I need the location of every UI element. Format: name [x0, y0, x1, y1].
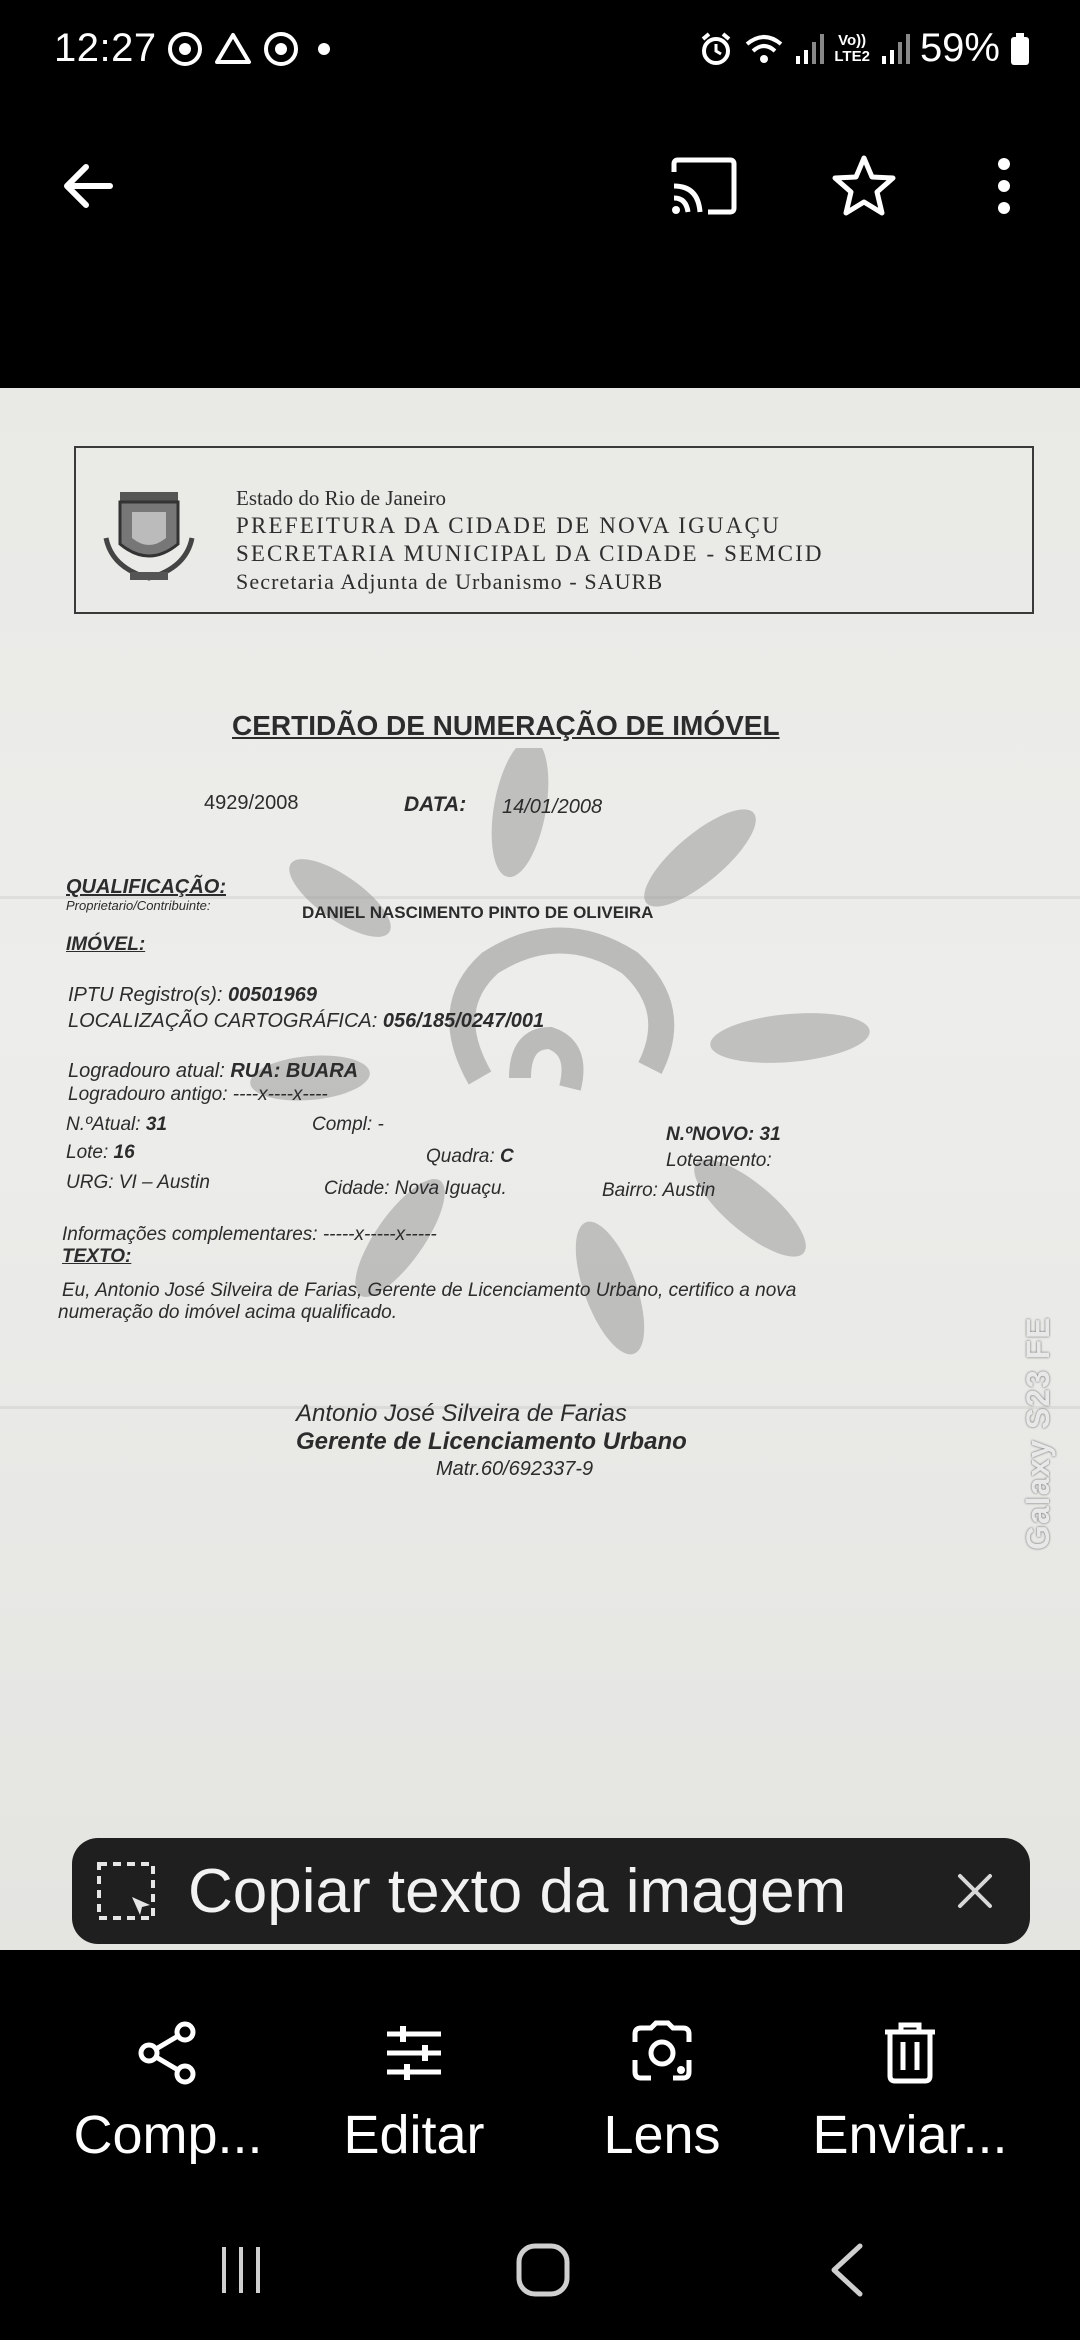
loteamento: Loteamento: — [666, 1150, 772, 1171]
n-atual-value: 31 — [145, 1114, 167, 1135]
copy-text-label: Copiar texto da imagem — [188, 1856, 847, 1926]
iptu-label: IPTU Registro(s): — [68, 984, 223, 1006]
recents-icon — [214, 2243, 268, 2297]
document — [0, 388, 1080, 1950]
status-time: 12:27 — [54, 26, 157, 70]
date-value: 14/01/2008 — [502, 796, 603, 818]
coat-of-arms-icon — [102, 488, 196, 584]
lote-row — [66, 1142, 135, 1164]
logradouro-antigo: Logradouro antigo: ----x----x---- — [68, 1084, 328, 1105]
n-atual-row — [66, 1114, 167, 1136]
lote-value: 16 — [113, 1142, 135, 1163]
texto-line-1: Eu, Antonio José Silveira de Farias, Gerente de Licenciamento Urbano, certifico a nova — [62, 1280, 797, 1301]
lote-label: Lote: — [66, 1142, 109, 1163]
logradouro-atual-value: RUA: BUARA — [230, 1060, 359, 1082]
share-icon — [135, 2020, 201, 2086]
recents-button[interactable] — [206, 2240, 276, 2300]
iptu-value: 00501969 — [228, 984, 318, 1006]
document-header — [74, 446, 1034, 614]
battery-icon — [1010, 32, 1030, 66]
bairro: Bairro: Austin — [602, 1180, 716, 1201]
camera-watermark: Galaxy S23 FE — [1020, 1316, 1056, 1550]
back-button[interactable] — [52, 150, 124, 222]
home-button[interactable] — [508, 2240, 578, 2300]
cast-button[interactable] — [668, 150, 740, 222]
trash-icon — [877, 2020, 943, 2086]
header-secretaria: SECRETARIA MUNICIPAL DA CIDADE - SEMCID — [236, 541, 824, 566]
bottom-action-bar — [0, 2010, 1080, 2190]
imovel-label: IMÓVEL: — [66, 934, 146, 955]
star-outline-icon — [831, 153, 897, 219]
logradouro-atual-label: Logradouro atual: — [68, 1060, 225, 1082]
more-vertical-icon — [994, 156, 1014, 216]
quadra-value: C — [499, 1146, 514, 1167]
lens-icon — [629, 2020, 695, 2086]
header-prefeitura: PREFEITURA DA CIDADE DE NOVA IGUAÇU — [236, 513, 781, 538]
signer-role: Gerente de Licenciamento Urbano — [296, 1428, 687, 1455]
viewer-toolbar — [0, 130, 1080, 240]
localizacao-value: 056/185/0247/001 — [382, 1010, 545, 1032]
alarm-icon — [698, 31, 734, 67]
cidade: Cidade: Nova Iguaçu. — [324, 1178, 507, 1199]
proprietario-value: DANIEL NASCIMENTO PINTO DE OLIVEIRA — [302, 903, 654, 922]
chrome-icon — [168, 32, 202, 66]
date-label: DATA: — [404, 793, 467, 816]
drive-icon — [214, 32, 252, 66]
proprietario-label: Proprietario/Contribuinte: — [66, 898, 211, 913]
more-options-button[interactable] — [968, 150, 1040, 222]
close-icon — [950, 1866, 1000, 1916]
signal-icon — [880, 32, 910, 66]
localizacao-label: LOCALIZAÇÃO CARTOGRÁFICA: — [68, 1010, 378, 1032]
favorite-button[interactable] — [828, 150, 900, 222]
urg: URG: VI – Austin — [66, 1172, 210, 1193]
lte-label: LTE2 — [834, 47, 870, 65]
volte-label: Vo)) — [838, 31, 867, 49]
home-icon — [514, 2241, 572, 2299]
signal-icon — [794, 32, 824, 66]
qualificacao-label: QUALIFICAÇÃO: — [66, 876, 226, 898]
share-label: Comp... — [73, 2105, 263, 2165]
edit-label: Editar — [343, 2105, 485, 2165]
signer-name: Antonio José Silveira de Farias — [296, 1400, 627, 1427]
handwritten-signature — [190, 928, 910, 1068]
n-atual-label: N.ºAtual: — [66, 1114, 141, 1135]
lens-action[interactable] — [552, 2020, 772, 2180]
volte-indicator — [834, 33, 870, 65]
signer-matricula: Matr.60/692337-9 — [436, 1458, 594, 1480]
n-novo-row — [666, 1124, 781, 1146]
system-icons — [698, 26, 1030, 71]
n-novo-value: 31 — [759, 1124, 781, 1145]
wifi-icon — [744, 32, 784, 66]
certificate-number: 4929/2008 — [204, 792, 299, 814]
document-title: CERTIDÃO DE NUMERAÇÃO DE IMÓVEL — [232, 710, 780, 741]
document-photo[interactable] — [0, 388, 1080, 1950]
copy-text-chip[interactable] — [72, 1838, 1030, 1944]
quadra-label: Quadra: — [426, 1146, 495, 1167]
nav-back-button[interactable] — [812, 2240, 882, 2300]
compl: Compl: - — [312, 1114, 384, 1135]
nav-back-icon — [824, 2241, 870, 2299]
share-action[interactable] — [58, 2020, 278, 2180]
header-secretaria-adjunta: Secretaria Adjunta de Urbanismo - SAURB — [236, 569, 664, 594]
edit-action[interactable] — [304, 2020, 524, 2180]
battery-percent: 59% — [919, 26, 1000, 70]
more-notifications-dot — [318, 43, 330, 55]
sliders-icon — [381, 2020, 447, 2086]
delete-label: Enviar... — [812, 2105, 1008, 2165]
texto-line-2: numeração do imóvel acima qualificado. — [58, 1302, 398, 1323]
navigation-bar — [0, 2210, 1080, 2330]
close-chip-button[interactable] — [950, 1866, 1000, 1916]
n-novo-label: N.ºNOVO: — [666, 1124, 755, 1145]
arrow-left-icon — [58, 156, 118, 216]
info-complementares: Informações complementares: -----x-----x----- — [62, 1224, 437, 1245]
cast-icon — [668, 154, 740, 218]
quadra-row — [426, 1146, 514, 1168]
header-state: Estado do Rio de Janeiro — [236, 486, 446, 510]
texto-label: TEXTO: — [62, 1246, 132, 1267]
status-bar — [0, 0, 1080, 100]
text-select-icon — [94, 1859, 158, 1923]
chrome-icon — [264, 32, 298, 66]
delete-action[interactable] — [800, 2020, 1020, 2180]
notification-icons — [168, 32, 330, 66]
lens-label: Lens — [603, 2105, 721, 2165]
